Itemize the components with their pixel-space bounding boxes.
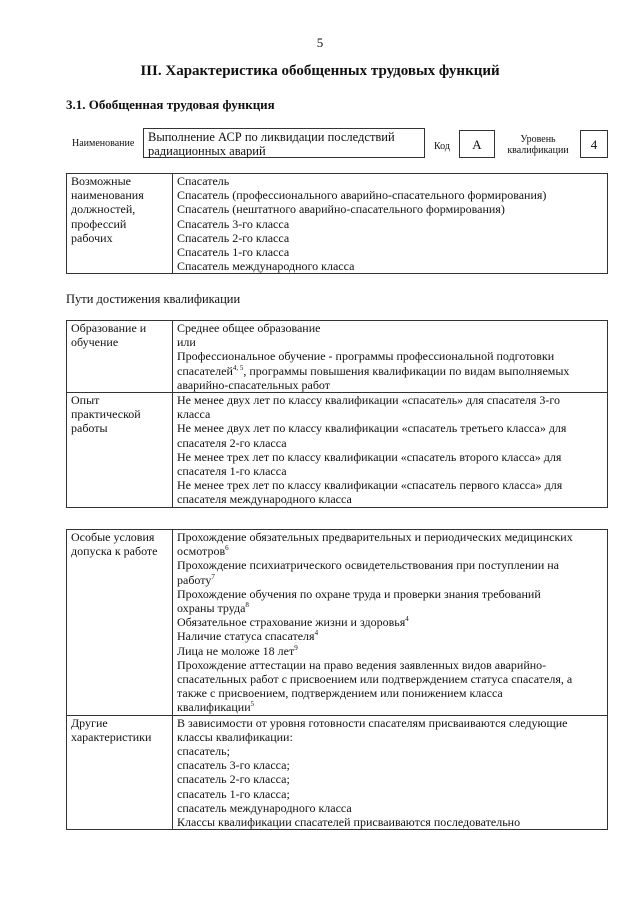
footnote-ref: 4 (405, 615, 409, 624)
position-item: Спасатель 3-го класса (177, 216, 290, 231)
label-line: Опыт (71, 393, 100, 408)
label-line: рабочих (71, 230, 113, 245)
experience-line: класса (177, 407, 211, 422)
experience-line: спасателя 2-го класса (177, 435, 287, 450)
code-label: Код (434, 141, 450, 152)
experience-content-cell (173, 393, 608, 508)
label-line: Особые условия (71, 530, 155, 544)
qualification-paths-heading: Пути достижения квалификации (66, 292, 241, 306)
level-label (503, 134, 573, 156)
other-line: спасатель международного класса (177, 800, 352, 815)
other-line: спасатель; (177, 744, 230, 759)
other-line: спасатель 1-го класса; (177, 786, 290, 801)
condition-text: осмотров (177, 544, 226, 559)
footnote-ref: 5 (250, 700, 255, 709)
position-item: Спасатель (нештатного аварийно-спасательного формирования) (177, 202, 505, 217)
label-line: Возможные (71, 174, 131, 188)
label-line: обучение (71, 335, 119, 350)
footnote-ref: 4 (314, 629, 319, 638)
condition-line (177, 601, 603, 615)
condition-line: Прохождение психиатрического освидетельствования при поступлении на (177, 558, 560, 573)
experience-label-cell (67, 393, 173, 508)
condition-text: работу (177, 572, 212, 587)
other-line: спасатель 2-го класса; (177, 772, 290, 787)
label-line: характеристики (71, 729, 152, 744)
other-line: Классы квалификации спасателей присваиваются последовательно (177, 815, 521, 830)
level-value: 4 (580, 130, 608, 158)
condition-text: Обязательное страхование жизни и здоровья (177, 615, 406, 630)
condition-text: охраны труда (177, 601, 246, 616)
position-item: Спасатель 1-го класса (177, 245, 290, 260)
level-label-line: квалификации (507, 145, 569, 156)
footnote-ref: 9 (294, 643, 298, 652)
condition-text: квалификации (177, 700, 251, 715)
function-name-field (143, 128, 425, 158)
condition-line: Прохождение обучения по охране труда и проверки знания требований (177, 586, 541, 601)
experience-line: Не менее трех лет по классу квалификации «спасатель первого класса» для (177, 478, 563, 493)
qualification-paths-table (66, 320, 608, 508)
education-line: Среднее общее образование (177, 321, 321, 335)
condition-line: спасательных работ с присвоением или подтверждением статуса спасателя, а (177, 672, 573, 687)
name-label: Наименование (72, 138, 135, 149)
code-value: А (459, 130, 495, 158)
position-item: Спасатель (профессионального аварийно-спасательного формирования) (177, 188, 547, 203)
condition-line: Прохождение аттестации на право ведения заявленных видов аварийно- (177, 657, 547, 672)
other-content-cell (173, 715, 608, 830)
function-name-line: Выполнение АСР по ликвидации последствий (148, 130, 395, 144)
experience-line: Не менее трех лет по классу квалификации «спасатель второго класса» для (177, 449, 562, 464)
label-line: допуска к работе (71, 544, 158, 559)
subsection-title: 3.1. Обобщенная трудовая функция (66, 97, 275, 112)
education-label-cell (67, 321, 173, 393)
position-item: Спасатель 2-го класса (177, 230, 290, 245)
other-line: классы квалификации: (177, 729, 293, 744)
conditions-label-cell (67, 530, 173, 716)
footnote-ref: 7 (211, 572, 215, 581)
other-line: спасатель 3-го класса; (177, 758, 290, 773)
education-line (177, 364, 603, 378)
position-item: Спасатель (177, 174, 230, 188)
page-number: 5 (316, 35, 324, 50)
education-line: аварийно-спасательных работ (177, 377, 331, 392)
condition-line (177, 644, 603, 658)
education-text: спасателей (177, 363, 233, 378)
label-line: должностей, (71, 202, 136, 217)
function-name-line: радиационных аварий (148, 144, 266, 158)
condition-text: Лица не моложе 18 лет (177, 643, 295, 658)
footnote-ref: 8 (245, 601, 249, 610)
footnote-ref: 4, 5 (232, 363, 244, 372)
experience-line: Не менее двух лет по классу квалификации «спасатель» для спасателя 3-го (177, 393, 561, 408)
condition-line: Прохождение обязательных предварительных и периодических медицинских (177, 530, 573, 544)
footnote-ref: 6 (225, 544, 229, 553)
other-line: В зависимости от уровня готовности спасателям присваиваются следующие (177, 715, 568, 730)
label-line: практической (71, 407, 141, 422)
positions-list-cell (173, 174, 608, 274)
label-line: работы (71, 421, 108, 436)
position-item: Спасатель международного класса (177, 259, 355, 274)
label-line: Образование и (71, 321, 147, 335)
experience-line: спасателя 1-го класса (177, 464, 287, 479)
education-line: или (177, 335, 196, 350)
label-line: Другие (71, 715, 108, 730)
condition-text: Наличие статуса спасателя (177, 629, 315, 644)
conditions-table (66, 529, 608, 830)
other-label-cell (67, 715, 173, 830)
condition-line (177, 700, 603, 714)
condition-line: также с присвоением, подтверждением или понижением класса (177, 686, 503, 701)
experience-line: Не менее двух лет по классу квалификации «спасатель третьего класса» для (177, 421, 567, 436)
condition-line (177, 573, 603, 587)
condition-line (177, 615, 603, 629)
condition-line (177, 629, 603, 643)
level-label-line: Уровень (520, 134, 556, 145)
positions-label-cell (67, 174, 173, 274)
label-line: наименования (71, 188, 144, 203)
education-line: Профессиональное обучение - программы профессиональной подготовки (177, 349, 555, 364)
experience-line: спасателя международного класса (177, 492, 352, 507)
conditions-content-cell (173, 530, 608, 716)
positions-table (66, 173, 608, 274)
education-content-cell (173, 321, 608, 393)
education-text: , программы повышения квалификации по видам выполняемых (243, 363, 570, 378)
section-title: III. Характеристика обобщенных трудовых функций (140, 63, 500, 79)
condition-line (177, 544, 603, 558)
label-line: профессий (71, 216, 127, 231)
